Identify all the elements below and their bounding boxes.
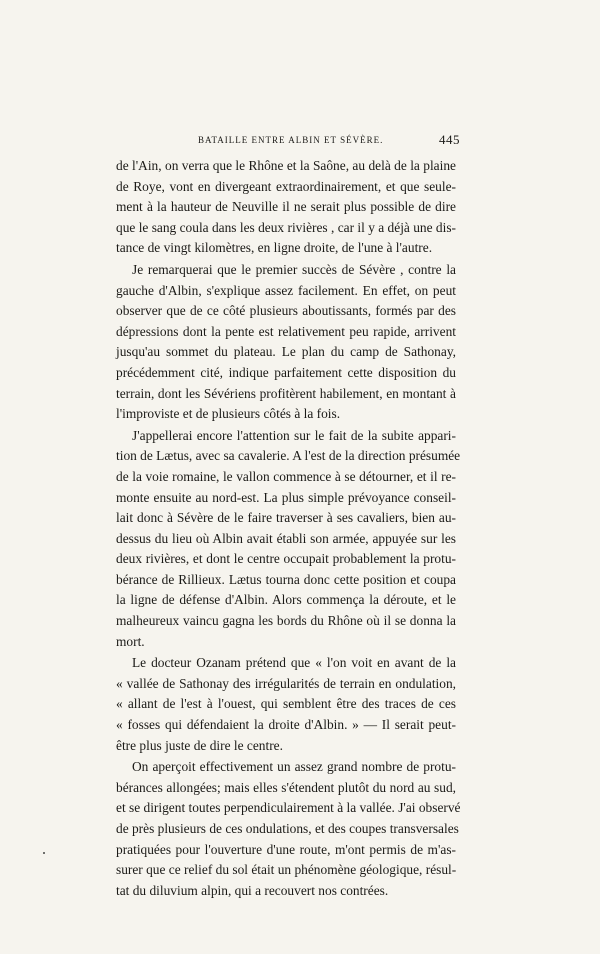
paragraph bbox=[116, 156, 456, 259]
paragraph bbox=[116, 260, 456, 425]
text-line: bérances allongées; mais elles s'étendent plutôt du nord au sud, bbox=[116, 779, 456, 795]
text-line: et se dirigent toutes perpendiculairement à la vallée. J'ai observé bbox=[116, 800, 461, 816]
text-line: observer que de ce côté plusieurs aboutissants, formés par des bbox=[116, 303, 456, 319]
text-line: que le sang coula dans les deux rivières , car il y a déjà une dis- bbox=[116, 219, 456, 235]
text-line: l'improviste et de plusieurs côtés à la fois. bbox=[116, 406, 341, 422]
text-line: ment à la hauteur de Neuville il ne serait plus possible de dire bbox=[116, 199, 456, 215]
text-line: pratiquées pour l'ouverture d'une route, m'ont permis de m'as- bbox=[116, 841, 456, 857]
text-line: de près plusieurs de ces ondulations, et des coupes transversales bbox=[116, 821, 459, 836]
text-line: dessus du lieu où Albin avait établi son armée, appuyée sur les bbox=[116, 530, 456, 546]
text-line: tance de vingt kilomètres, en ligne droite, de l'une à l'autre. bbox=[116, 240, 433, 256]
text-line: On aperçoit effectivement un assez grand nombre de protu- bbox=[132, 759, 456, 775]
ink-speck bbox=[43, 852, 45, 854]
text-line: gauche d'Albin, s'explique assez facilement. En effet, on peut bbox=[116, 282, 456, 298]
text-line: de l'Ain, on verra que le Rhône et la Saône, au delà de la plaine bbox=[116, 158, 456, 173]
text-line: être plus juste de dire le centre. bbox=[116, 737, 283, 753]
body-text bbox=[116, 156, 461, 902]
paragraph bbox=[116, 653, 456, 756]
text-line: tat du diluvium alpin, qui a recouvert nos contrées. bbox=[116, 882, 389, 898]
text-line: mort. bbox=[116, 633, 145, 649]
paragraph bbox=[116, 426, 461, 653]
text-line: deux rivières, et dont le centre occupait probablement la protu- bbox=[116, 551, 456, 567]
text-line: lait donc à Sévère de le faire traverser à ses cavaliers, bien au- bbox=[116, 510, 456, 526]
text-line: jusqu'au sommet du plateau. Le plan du camp de Sathonay, bbox=[116, 344, 456, 360]
page-number: 445 bbox=[439, 132, 460, 147]
text-line: Je remarquerai que le premier succès de Sévère , contre la bbox=[132, 261, 456, 277]
text-line: J'appellerai encore l'attention sur le fait de la subite appari- bbox=[132, 427, 456, 443]
text-line: de la voie romaine, le vallon commence à se détourner, et il re- bbox=[116, 468, 456, 484]
text-line: terrain, dont les Sévériens profitèrent habilement, en montant à bbox=[116, 385, 456, 401]
text-line: « fosses qui défendaient la droite d'Albin. » — Il serait peut- bbox=[116, 717, 456, 733]
text-line: surer que ce relief du sol était un phénomène géologique, résul- bbox=[116, 862, 457, 878]
text-line: la ligne de défense d'Albin. Alors commença la déroute, et le bbox=[116, 592, 456, 608]
paragraph bbox=[116, 757, 461, 901]
page-header bbox=[170, 132, 460, 152]
text-line: « allant de l'est à l'ouest, qui semblent être des traces de ces bbox=[116, 696, 456, 712]
text-line: tion de Lætus, avec sa cavalerie. A l'est de la direction présumée bbox=[116, 448, 461, 464]
text-line: monte ensuite au nord-est. La plus simple prévoyance conseil- bbox=[116, 489, 456, 505]
text-line: de Roye, vont en divergeant extraordinairement, et que seule- bbox=[116, 178, 456, 194]
text-line: Le docteur Ozanam prétend que « l'on voit en avant de la bbox=[132, 655, 456, 671]
text-line: dépressions dont la pente est relativement peu rapide, arrivent bbox=[116, 323, 456, 339]
text-line: malheureux vaincu gagna les bords du Rhône où il se donna la bbox=[116, 613, 456, 629]
running-title: BATAILLE ENTRE ALBIN ET SÉVÈRE. bbox=[198, 135, 384, 145]
text-line: « vallée de Sathonay des irrégularités de terrain en ondulation, bbox=[116, 675, 456, 691]
text-line: précédemment cité, indique parfaitement cette disposition du bbox=[116, 364, 456, 380]
text-line: bérance de Rillieux. Lætus tourna donc cette position et coupa bbox=[116, 571, 456, 587]
